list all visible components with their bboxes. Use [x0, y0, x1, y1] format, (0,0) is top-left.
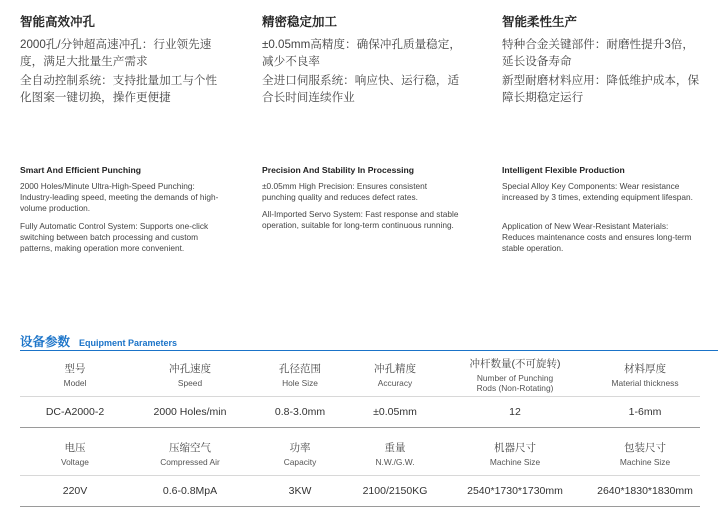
feature-text-en: ±0.05mm High Precision: Ensures consistent punching quality and reduces defect rates. — [262, 181, 428, 202]
feature-text-cn: 全进口伺服系统：响应快、运行稳，适合长时间连续作业 — [262, 74, 460, 104]
params-value-cell: 2540*1730*1730mm — [440, 476, 590, 507]
params-header-cell: 压缩空气 Compressed Air — [160, 441, 220, 467]
feature-title-cn: 智能高效冲孔 — [20, 15, 96, 29]
params-value-cell: 2640*1830*1830mm — [590, 476, 700, 507]
params-header-cell: 冲杆数量(不可旋转) Number of Punching Rods (Non-Rotating) — [469, 357, 561, 393]
params-title-en: Equipment Parameters — [79, 338, 178, 348]
params-value-cell: ±0.05mm — [350, 397, 440, 428]
params-header-cell: 型号 Model — [63, 362, 87, 388]
params-header-cell: 重量 N.W./G.W. — [375, 441, 415, 467]
params-value-cell: 3KW — [250, 476, 350, 507]
params-value-cell: 12 — [440, 397, 590, 428]
feature-title-en: Intelligent Flexible Production — [502, 165, 625, 175]
feature-text-en: Application of New Wear-Resistant Materials: Reduces maintenance costs and ensures long-term stable operation. — [502, 221, 692, 253]
feature-text-cn: 特种合金关键部件：耐磨性提升3倍，延长设备寿命 — [502, 38, 694, 68]
feature-text-en: Fully Automatic Control System: Supports one-click switching between batch processing and custom patterns, making operation more convenient. — [20, 221, 209, 253]
params-value-cell: 2000 Holes/min — [130, 397, 250, 428]
params-header-cell: 材料厚度 Material thickness — [611, 362, 679, 388]
feature-text-cn: 全自动控制系统：支持批量加工与个性化图案一键切换，操作更便捷 — [20, 74, 218, 104]
params-divider — [20, 350, 718, 351]
params-value-row — [20, 397, 700, 428]
params-value-cell: 0.6-0.8MpA — [130, 476, 250, 507]
params-value-cell: 1-6mm — [590, 397, 700, 428]
params-header-cell: 冲孔速度 Speed — [169, 362, 211, 388]
params-value-cell: 2100/2150KG — [350, 476, 440, 507]
params-header-cell: 包装尺寸 Machine Size — [619, 441, 671, 467]
feature-text-cn: 2000孔/分钟超高速冲孔：行业领先速度，满足大批量生产需求 — [20, 38, 212, 68]
feature-text-cn: ±0.05mm高精度：确保冲孔质量稳定，减少不良率 — [262, 38, 461, 68]
feature-title-en: Precision And Stability In Processing — [262, 165, 415, 175]
feature-text-cn: 新型耐磨材料应用：降低维护成本，保障长期稳定运行 — [502, 74, 700, 104]
feature-text-en: Special Alloy Key Components: Wear resistance increased by 3 times, extending equipment lifespan. — [502, 181, 693, 202]
params-table — [20, 354, 700, 507]
params-value-cell: 220V — [20, 476, 130, 507]
params-value-cell: 0.8-3.0mm — [250, 397, 350, 428]
feature-title-cn: 智能柔性生产 — [502, 15, 578, 29]
feature-text-en: 2000 Holes/Minute Ultra-High-Speed Punching: Industry-leading speed, meeting the demands of high-volume production. — [20, 181, 219, 213]
params-value-row — [20, 476, 700, 507]
params-title-cn: 设备参数 — [20, 335, 71, 349]
params-header-row — [20, 433, 700, 476]
feature-title-en: Smart And Efficient Punching — [20, 165, 141, 175]
params-value-cell: DC-A2000-2 — [20, 397, 130, 428]
params-header-cell: 冲孔精度 Accuracy — [374, 362, 416, 388]
params-header-cell: 机器尺寸 Machine Size — [489, 441, 541, 467]
params-header-row — [20, 354, 700, 397]
params-header-cell: 功率 Capacity — [283, 441, 317, 467]
params-header-cell: 孔径范围 Hole Size — [279, 362, 321, 388]
params-header-cell: 电压 Voltage — [61, 441, 89, 467]
params-heading — [20, 332, 177, 350]
feature-text-en: All-Imported Servo System: Fast response and stable operation, suitable for long-term continuous running. — [262, 209, 459, 230]
feature-title-cn: 精密稳定加工 — [262, 15, 338, 29]
